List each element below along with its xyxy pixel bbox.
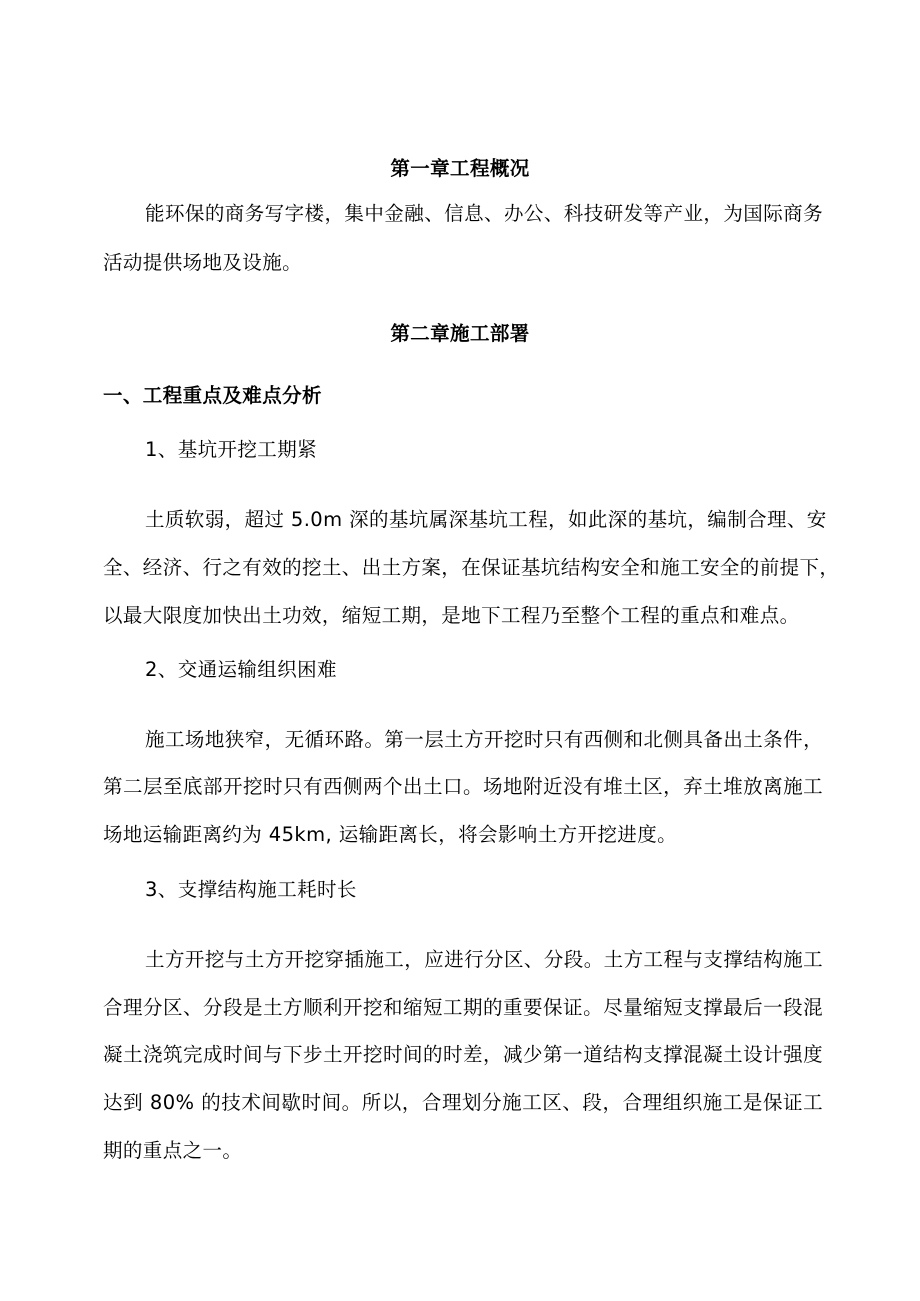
item2-line-1: 施工场地狭窄，无循环路。第一层土方开挖时只有西侧和北侧具备出土条件，	[145, 728, 823, 751]
section1-heading: 一、工程重点及难点分析	[103, 384, 322, 407]
item3-line-1: 土方开挖与土方开挖穿插施工，应进行分区、分段。土方工程与支撑结构施工	[145, 948, 823, 971]
item1-title: 1、基坑开挖工期紧	[145, 438, 318, 461]
item2-title: 2、交通运输组织困难	[145, 658, 337, 681]
item3-line-4: 达到 80% 的技术间歇时间。所以，合理划分施工区、段，合理组织施工是保证工	[103, 1091, 823, 1114]
chapter1-title: 第一章工程概况	[390, 157, 530, 180]
item3-line-2: 合理分区、分段是土方顺利开挖和缩短工期的重要保证。尽量缩短支撑最后一段混	[103, 996, 823, 1019]
item2-line-2: 第二层至底部开挖时只有西侧两个出土口。场地附近没有堆土区，弃土堆放离施工	[103, 775, 823, 798]
chapter1-text-line-2: 活动提供场地及设施。	[103, 251, 303, 274]
item2-line-3: 场地运输距离约为 45km, 运输距离长，将会影响土方开挖进度。	[103, 823, 677, 846]
item3-line-5: 期的重点之一。	[103, 1139, 243, 1162]
item1-line-2: 全、经济、行之有效的挖土、出土方案，在保证基坑结构安全和施工安全的前提下，	[103, 556, 840, 579]
item3-title: 3、支撑结构施工耗时长	[145, 878, 357, 901]
item1-line-3: 以最大限度加快出土功效，缩短工期，是地下工程乃至整个工程的重点和难点。	[103, 604, 800, 627]
item3-line-3: 凝土浇筑完成时间与下步土开挖时间的时差，减少第一道结构支撑混凝土设计强度	[103, 1043, 823, 1066]
item1-line-1: 土质软弱，超过 5.0m 深的基坑属深基坑工程，如此深的基坑，编制合理、安	[145, 508, 827, 531]
chapter1-text-line-1: 能环保的商务写字楼，集中金融、信息、办公、科技研发等产业，为国际商务	[145, 202, 823, 225]
chapter2-title: 第二章施工部署	[390, 322, 530, 345]
